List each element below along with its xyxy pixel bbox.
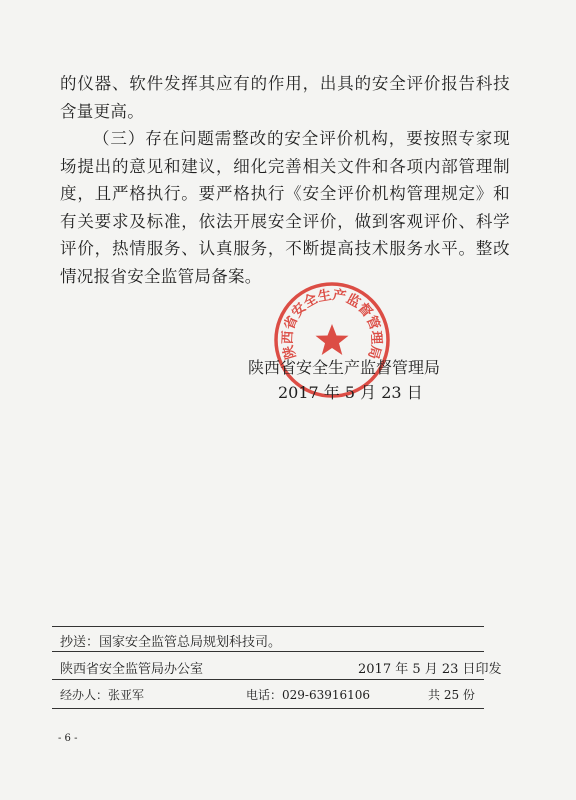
star-icon — [316, 324, 349, 355]
issuing-office: 陕西省安全监管局办公室 — [60, 662, 204, 677]
handler: 经办人：张亚军 — [60, 688, 145, 702]
page-number: - 6 - — [58, 733, 78, 744]
paragraph-3: （三）存在问题需整改的安全评价机构，要按照专家现场提出的意见和建议，细化完善相关文件和各项内部管理制度，且严格执行。要严格执行《安全评价机构管理规定》和有关要求及标准，依法开展安全评价，做到客观评价、科学评价，热情服务、认真服务，不断提高技术服务水平。整改情况报省安全监管局备案。 — [60, 129, 510, 286]
copies: 共 25 份 — [428, 688, 475, 702]
signature-organization: 陕西省安全生产监督管理局 — [248, 358, 441, 377]
phone: 电话：029-63916106 — [246, 688, 371, 702]
divider — [52, 626, 484, 627]
paragraph-continued: 的仪器、软件发挥其应有的作用，出具的安全评价报告科技含量更高。 — [60, 74, 510, 121]
divider — [52, 651, 484, 652]
signature-date: 2017 年 5 月 23 日 — [278, 383, 423, 402]
cc-line: 抄送：国家安全监管总局规划科技司。 — [60, 635, 282, 650]
seal-text: 陕西省安全生产监督管理局 — [279, 287, 385, 361]
divider — [52, 679, 484, 680]
divider — [52, 708, 484, 709]
issue-date: 2017 年 5 月 23 日印发 — [358, 662, 502, 677]
